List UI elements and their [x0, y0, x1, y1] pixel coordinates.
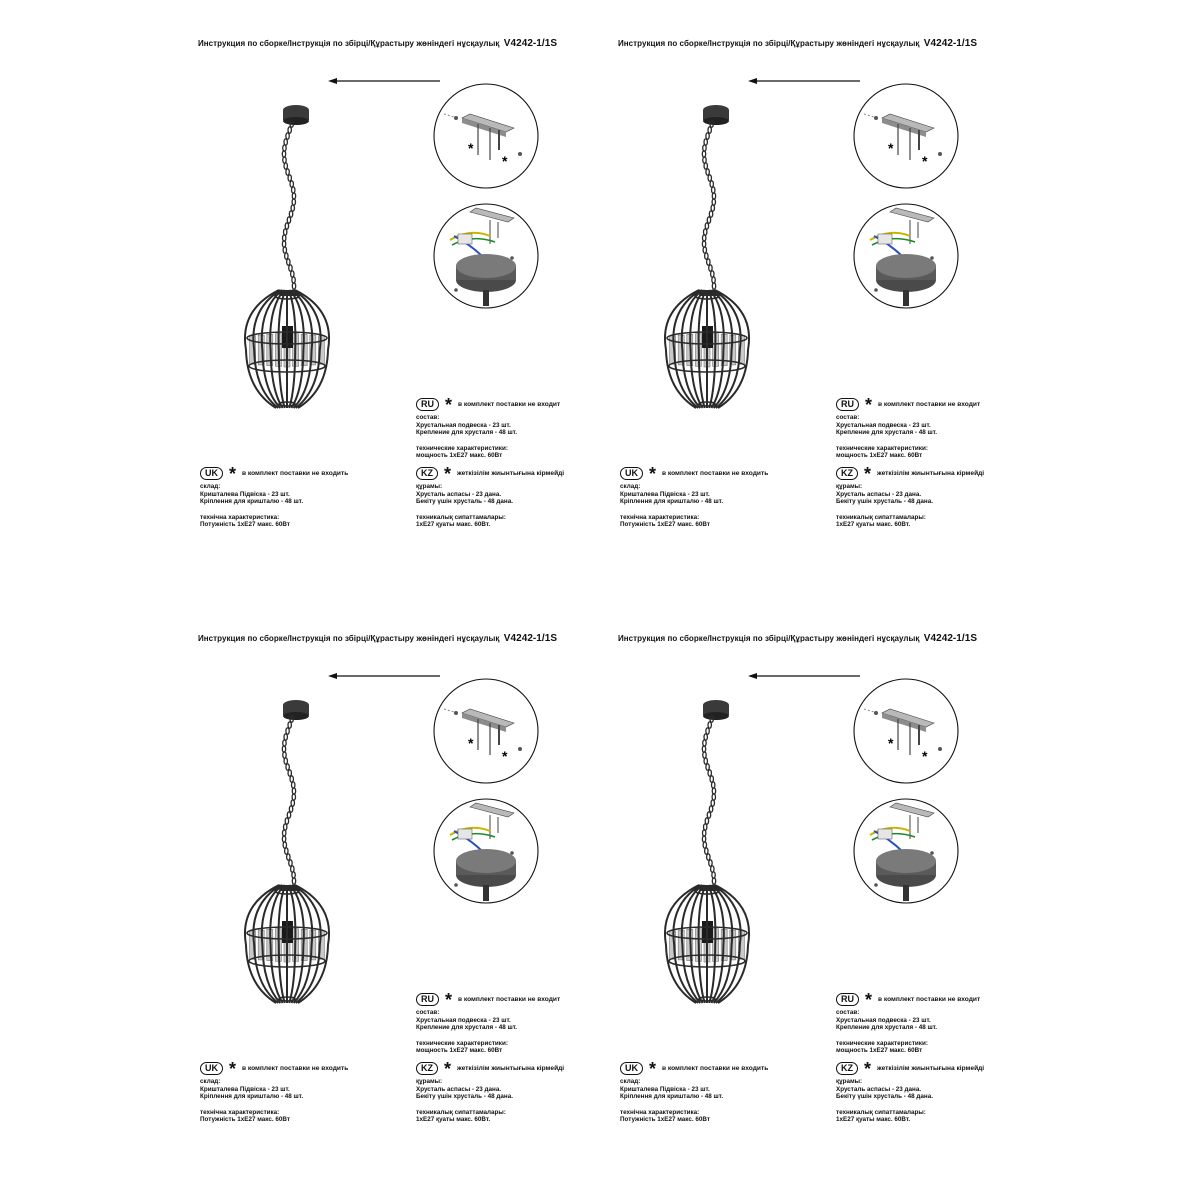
- spec-line: Кришталева Підвіска - 23 шт.: [620, 490, 710, 498]
- asterisk-icon: *: [445, 394, 453, 415]
- chain-link: [287, 812, 290, 818]
- chain-link: [707, 854, 710, 860]
- instruction-sheet: [420, 595, 1020, 1195]
- spec-line: склад:: [200, 483, 221, 490]
- asterisk-icon: *: [444, 463, 452, 484]
- spacer: [836, 1032, 937, 1040]
- spacer: [836, 1101, 933, 1109]
- pointer-arrow-head: [328, 673, 337, 679]
- spec-line: технические характеристики:: [416, 1039, 508, 1047]
- spec-line: Кришталева Підвіска - 23 шт.: [200, 490, 290, 498]
- chain-link: [707, 217, 710, 223]
- asterisk-icon: *: [649, 1058, 657, 1079]
- chain-link: [706, 133, 709, 139]
- asterisk-marker: *: [468, 735, 474, 751]
- language-badge: RU: [416, 398, 439, 411]
- spec-line: склад:: [620, 483, 641, 490]
- spec-line: Крепление для хрусталя - 48 шт.: [416, 1024, 518, 1032]
- kz-heading: [836, 463, 985, 484]
- pendant-lamp-illustration: [245, 700, 329, 1003]
- asterisk-icon: *: [649, 463, 657, 484]
- instruction-sheet: [420, 0, 1020, 600]
- pendant-lamp-illustration: [665, 105, 749, 408]
- chain-link: [286, 728, 289, 734]
- spec-line: Потужність 1xE27 макс. 60Вт: [200, 1116, 290, 1124]
- model-number: V4242-1/1S: [503, 38, 558, 49]
- chain-link: [289, 265, 292, 271]
- spec-line: состав:: [416, 1009, 440, 1016]
- uk-specs: [200, 483, 303, 529]
- chain-link: [287, 259, 290, 265]
- spec-line: Бекіту үшін хрусталь - 48 дана.: [416, 1093, 513, 1101]
- spec-line: құрамы:: [836, 1078, 863, 1085]
- spec-line: Потужність 1xE27 макс. 60Вт: [620, 1116, 710, 1124]
- spec-line: технические характеристики:: [836, 1039, 928, 1047]
- spec-line: мощность 1xE27 макс. 60Вт: [836, 1047, 923, 1055]
- language-badge: KZ: [836, 1062, 858, 1075]
- spec-line: Кріплення для кришталю - 48 шт.: [620, 1093, 724, 1101]
- spec-line: Потужність 1xE27 макс. 60Вт: [620, 521, 710, 529]
- asterisk-icon: *: [445, 989, 453, 1010]
- uk-specs: [620, 1078, 723, 1124]
- pendant-lamp-illustration: [245, 105, 329, 408]
- kz-heading: [836, 1058, 985, 1079]
- asterisk-icon: *: [865, 989, 873, 1010]
- spec-line: техникалық сипаттамалары:: [836, 1108, 926, 1116]
- ru-heading: [836, 394, 981, 415]
- spec-line: Бекіту үшін хрусталь - 48 дана.: [836, 1093, 933, 1101]
- spec-line: состав:: [416, 414, 440, 421]
- spacer: [200, 1101, 303, 1109]
- chain-link: [705, 253, 708, 259]
- kz-specs: [836, 1078, 933, 1124]
- chain-link: [707, 812, 710, 818]
- asterisk-icon: *: [865, 394, 873, 415]
- spec-line: техникалық сипаттамалары:: [416, 513, 506, 521]
- chain-link: [287, 217, 290, 223]
- chain-link: [284, 758, 287, 764]
- spec-line: Хрусталь аспасы - 23 дана.: [416, 490, 502, 498]
- spec-line: Кріплення для кришталю - 48 шт.: [620, 498, 724, 506]
- chain-link: [288, 175, 291, 181]
- spec-line: Кріплення для кришталю - 48 шт.: [200, 498, 304, 506]
- asterisk-icon: *: [864, 1058, 872, 1079]
- spacer: [836, 437, 937, 445]
- spec-line: Хрусталь аспасы - 23 дана.: [836, 490, 922, 498]
- chain-link: [707, 259, 710, 265]
- spec-line: технічна характеристика:: [620, 1108, 700, 1116]
- not-included-note: в комплект поставки не входить: [662, 1065, 769, 1072]
- ru-heading: [836, 989, 981, 1010]
- spec-line: Бекіту үшін хрусталь - 48 дана.: [416, 498, 513, 506]
- chain-link: [708, 722, 711, 728]
- spec-line: технічна характеристика:: [620, 513, 700, 521]
- spec-line: технічна характеристика:: [200, 513, 280, 521]
- spec-line: Хрустальная подвеска - 23 шт.: [836, 1016, 931, 1024]
- language-badge: RU: [836, 993, 859, 1006]
- sheet-title: [618, 38, 977, 49]
- chain-link: [285, 848, 288, 854]
- asterisk-marker: *: [888, 735, 894, 751]
- language-badge: KZ: [416, 467, 438, 480]
- model-number: V4242-1/1S: [923, 633, 978, 644]
- chain-link: [706, 169, 709, 175]
- spec-line: склад:: [200, 1078, 221, 1085]
- language-badge: UK: [620, 467, 643, 480]
- pointer-arrow-head: [328, 78, 337, 84]
- not-included-note: жеткізілім жиынтығына кірмейді: [457, 470, 565, 477]
- not-included-note: в комплект поставки не входить: [662, 470, 769, 477]
- chain-link: [289, 860, 292, 866]
- not-included-note: в комплект поставки не входит: [458, 996, 561, 1003]
- pointer-arrow-head: [748, 673, 757, 679]
- chain-link: [285, 253, 288, 259]
- spec-line: Потужність 1xE27 макс. 60Вт: [200, 521, 290, 529]
- model-number: V4242-1/1S: [923, 38, 978, 49]
- chain-link: [709, 211, 712, 217]
- title-text: Инструкция по сборке/Інструкція по збірці/Құрастыру жөніндегі нұсқаулық: [198, 39, 500, 48]
- chain-link: [288, 722, 291, 728]
- asterisk-icon: *: [229, 1058, 237, 1079]
- asterisk-marker: *: [922, 748, 928, 764]
- chain-link: [286, 764, 289, 770]
- uk-heading: [200, 463, 349, 484]
- chain-link: [704, 758, 707, 764]
- spec-line: Хрусталь аспасы - 23 дана.: [836, 1085, 922, 1093]
- asterisk-icon: *: [444, 1058, 452, 1079]
- spec-line: техникалық сипаттамалары:: [416, 1108, 506, 1116]
- chain-link: [706, 764, 709, 770]
- spec-line: құрамы:: [836, 483, 863, 490]
- spec-line: технические характеристики:: [836, 444, 928, 452]
- chain-link: [288, 127, 291, 133]
- pendant-lamp-illustration: [665, 700, 749, 1003]
- asterisk-marker: *: [502, 748, 508, 764]
- spec-line: 1xE27 қуаты макс. 60Вт.: [416, 1116, 491, 1124]
- not-included-note: в комплект поставки не входить: [242, 470, 349, 477]
- not-included-note: в комплект поставки не входит: [458, 401, 561, 408]
- spacer: [200, 506, 303, 514]
- chain-link: [709, 860, 712, 866]
- language-badge: UK: [200, 1062, 223, 1075]
- spec-line: Бекіту үшін хрусталь - 48 дана.: [836, 498, 933, 506]
- asterisk-marker: *: [502, 153, 508, 169]
- chain-link: [708, 770, 711, 776]
- not-included-note: в комплект поставки не входит: [878, 401, 981, 408]
- spec-line: Кришталева Підвіска - 23 шт.: [200, 1085, 290, 1093]
- title-text: Инструкция по сборке/Інструкція по збірці/Құрастыру жөніндегі нұсқаулық: [198, 634, 500, 643]
- sheet-title: [618, 633, 977, 644]
- spec-line: технические характеристики:: [416, 444, 508, 452]
- spec-line: мощность 1xE27 макс. 60Вт: [836, 452, 923, 460]
- spec-line: состав:: [836, 1009, 860, 1016]
- language-badge: UK: [200, 467, 223, 480]
- spec-line: Хрустальная подвеска - 23 шт.: [416, 1016, 511, 1024]
- asterisk-icon: *: [864, 463, 872, 484]
- ru-specs: [836, 1009, 937, 1055]
- spec-line: Хрустальная подвеска - 23 шт.: [416, 421, 511, 429]
- mounting-detail-illustrations: [748, 673, 958, 903]
- spec-line: склад:: [620, 1078, 641, 1085]
- spec-line: Хрустальная подвеска - 23 шт.: [836, 421, 931, 429]
- spacer: [620, 1101, 723, 1109]
- spec-line: технічна характеристика:: [200, 1108, 280, 1116]
- language-badge: UK: [620, 1062, 643, 1075]
- kz-specs: [836, 483, 933, 529]
- spec-line: 1xE27 қуаты макс. 60Вт.: [836, 521, 911, 529]
- chain-link: [289, 211, 292, 217]
- spacer: [836, 506, 933, 514]
- chain-link: [706, 728, 709, 734]
- model-number: V4242-1/1S: [503, 633, 558, 644]
- language-badge: KZ: [836, 467, 858, 480]
- uk-heading: [620, 463, 769, 484]
- title-text: Инструкция по сборке/Інструкція по збірці/Құрастыру жөніндегі нұсқаулық: [618, 634, 920, 643]
- spec-line: состав:: [836, 414, 860, 421]
- spec-line: Крепление для хрусталя - 48 шт.: [836, 1024, 938, 1032]
- language-badge: KZ: [416, 1062, 438, 1075]
- pointer-arrow-head: [748, 78, 757, 84]
- uk-heading: [620, 1058, 769, 1079]
- spec-line: Хрусталь аспасы - 23 дана.: [416, 1085, 502, 1093]
- spec-line: құрамы:: [416, 483, 443, 490]
- chain-link: [708, 127, 711, 133]
- spec-line: 1xE27 қуаты макс. 60Вт.: [416, 521, 491, 529]
- chain-link: [709, 265, 712, 271]
- title-text: Инструкция по сборке/Інструкція по збірці/Құрастыру жөніндегі нұсқаулық: [618, 39, 920, 48]
- uk-specs: [200, 1078, 303, 1124]
- chain-link: [709, 806, 712, 812]
- asterisk-marker: *: [888, 140, 894, 156]
- spec-line: Кришталева Підвіска - 23 шт.: [620, 1085, 710, 1093]
- spec-line: құрамы:: [416, 1078, 443, 1085]
- language-badge: RU: [416, 993, 439, 1006]
- chain-link: [288, 770, 291, 776]
- chain-link: [286, 133, 289, 139]
- spacer: [620, 506, 723, 514]
- detail-circle-bracket: [854, 84, 958, 188]
- not-included-note: жеткізілім жиынтығына кірмейді: [877, 470, 985, 477]
- spec-line: мощность 1xE27 макс. 60Вт: [416, 452, 503, 460]
- chain-link: [705, 848, 708, 854]
- not-included-note: жеткізілім жиынтығына кірмейді: [457, 1065, 565, 1072]
- spec-line: Крепление для хрусталя - 48 шт.: [416, 429, 518, 437]
- uk-heading: [200, 1058, 349, 1079]
- chain-link: [704, 163, 707, 169]
- asterisk-marker: *: [468, 140, 474, 156]
- chain-link: [289, 806, 292, 812]
- uk-specs: [620, 483, 723, 529]
- spec-line: 1xE27 қуаты макс. 60Вт.: [836, 1116, 911, 1124]
- spec-line: Крепление для хрусталя - 48 шт.: [836, 429, 938, 437]
- chain-link: [286, 169, 289, 175]
- spec-line: Кріплення для кришталю - 48 шт.: [200, 1093, 304, 1101]
- detail-circle-bracket: [854, 679, 958, 783]
- chain-link: [284, 163, 287, 169]
- ru-specs: [836, 414, 937, 460]
- asterisk-marker: *: [922, 153, 928, 169]
- chain-link: [708, 175, 711, 181]
- not-included-note: жеткізілім жиынтығына кірмейді: [877, 1065, 985, 1072]
- asterisk-icon: *: [229, 463, 237, 484]
- not-included-note: в комплект поставки не входить: [242, 1065, 349, 1072]
- not-included-note: в комплект поставки не входит: [878, 996, 981, 1003]
- mounting-detail-illustrations: [748, 78, 958, 308]
- spec-line: мощность 1xE27 макс. 60Вт: [416, 1047, 503, 1055]
- spec-line: техникалық сипаттамалары:: [836, 513, 926, 521]
- chain-link: [287, 854, 290, 860]
- language-badge: RU: [836, 398, 859, 411]
